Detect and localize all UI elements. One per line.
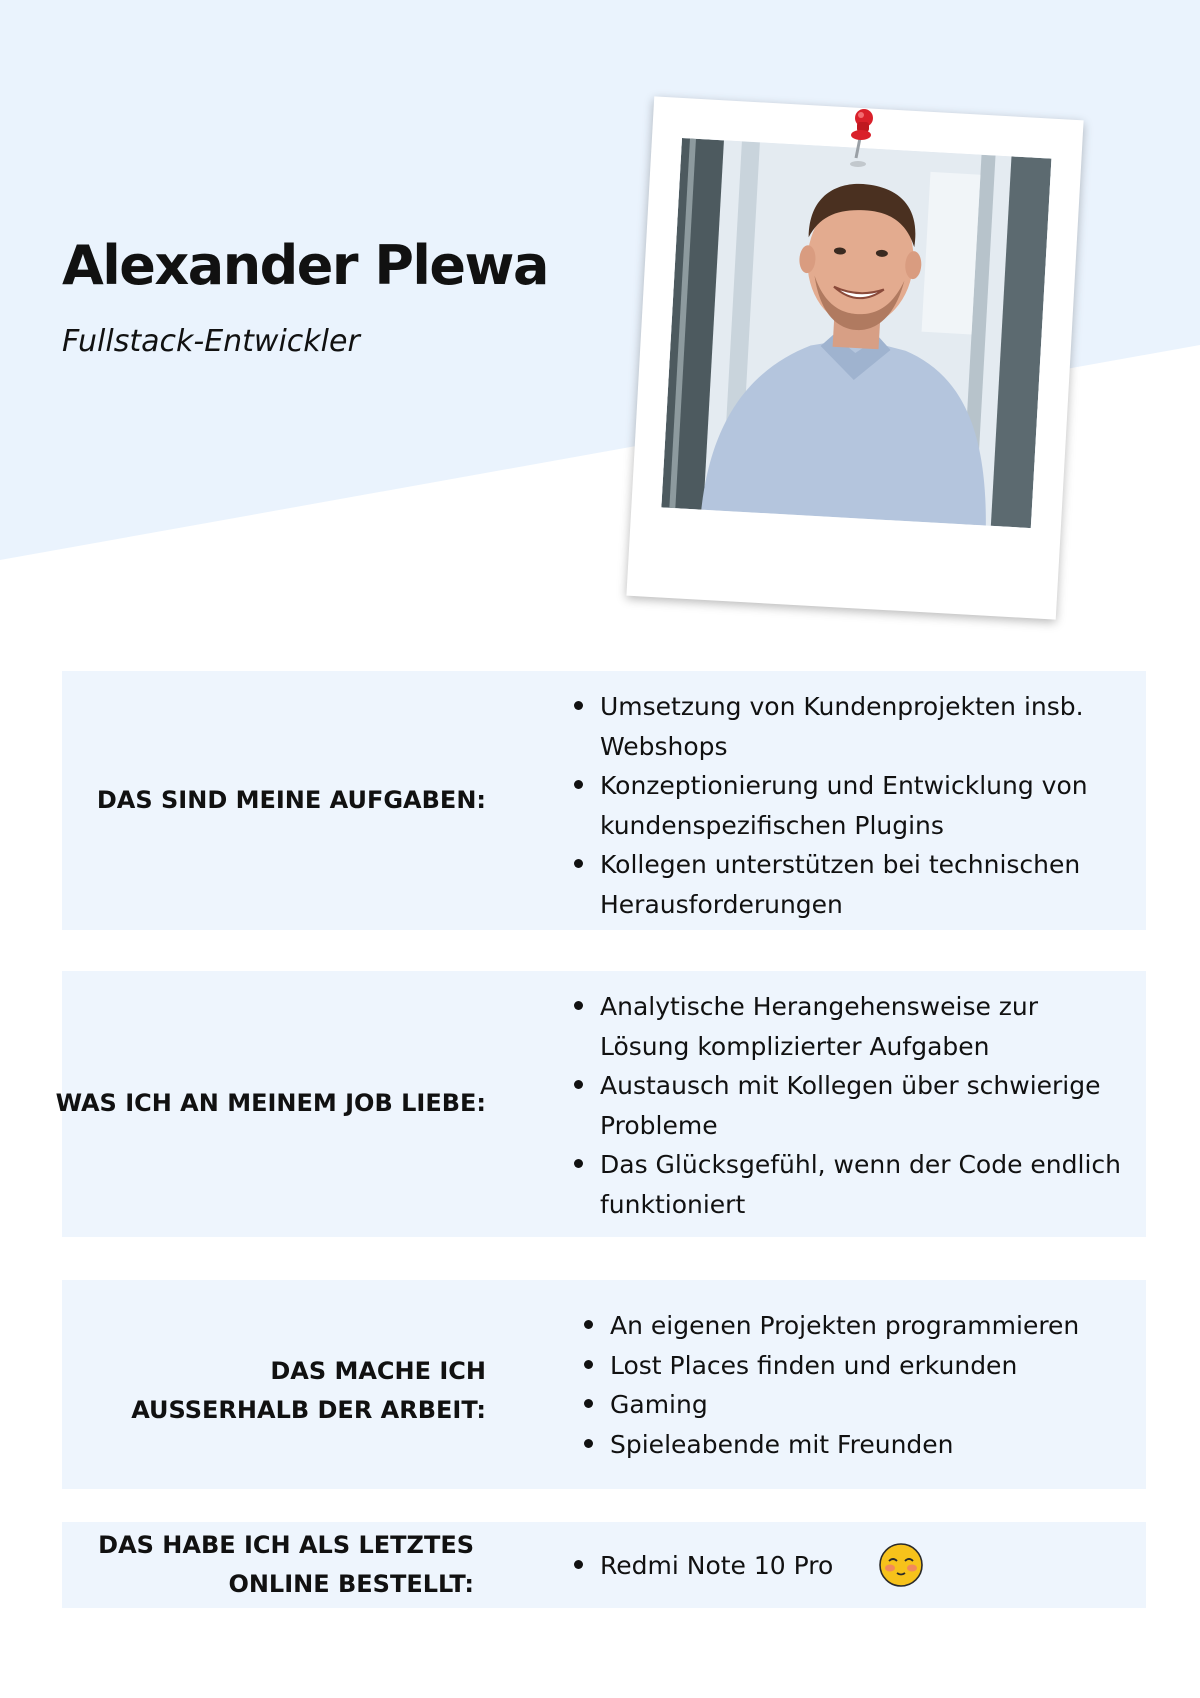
red-pushpin-icon	[842, 106, 882, 176]
section-list	[572, 1546, 1132, 1586]
section-label: WAS ICH AN MEINEM JOB LIEBE:	[55, 1089, 486, 1117]
list-item: Austausch mit Kollegen über schwierige Probleme	[572, 1066, 1132, 1145]
list-item: Kollegen unterstützen bei technischen Herausforderungen	[572, 845, 1132, 924]
list-item: An eigenen Projekten programmieren	[582, 1306, 1142, 1346]
section-tasks	[62, 671, 1146, 930]
list-item: Spieleabende mit Freunden	[582, 1425, 1142, 1465]
list-item: Analytische Herangehensweise zur Lösung komplizierter Aufgaben	[572, 987, 1132, 1066]
section-list	[572, 987, 1132, 1224]
blushing-smiley-icon	[878, 1542, 924, 1588]
section-job-love	[55, 971, 1146, 1237]
section-list	[572, 687, 1132, 924]
section-label: DAS SIND MEINE AUFGABEN:	[96, 786, 486, 814]
section-list	[582, 1306, 1142, 1464]
section-last-order	[62, 1522, 1146, 1608]
person-name: Alexander Plewa	[62, 234, 548, 297]
list-item: Konzeptionierung und Entwicklung von kundenspezifischen Plugins	[572, 766, 1132, 845]
section-free-time	[62, 1280, 1146, 1489]
list-item: Umsetzung von Kundenprojekten insb. Webshops	[572, 687, 1132, 766]
list-item: Lost Places finden und erkunden	[582, 1346, 1142, 1386]
list-item: Gaming	[582, 1385, 1142, 1425]
section-label: DAS HABE ICH ALS LETZTES ONLINE BESTELLT:	[98, 1531, 474, 1598]
portrait-photo	[661, 138, 1051, 528]
job-title: Fullstack-Entwickler	[62, 324, 360, 359]
list-item: Das Glücksgefühl, wenn der Code endlich funktioniert	[572, 1145, 1132, 1224]
list-item: Redmi Note 10 Pro	[572, 1546, 1132, 1586]
section-label: DAS MACHE ICH AUSSERHALB DER ARBEIT:	[131, 1357, 486, 1424]
